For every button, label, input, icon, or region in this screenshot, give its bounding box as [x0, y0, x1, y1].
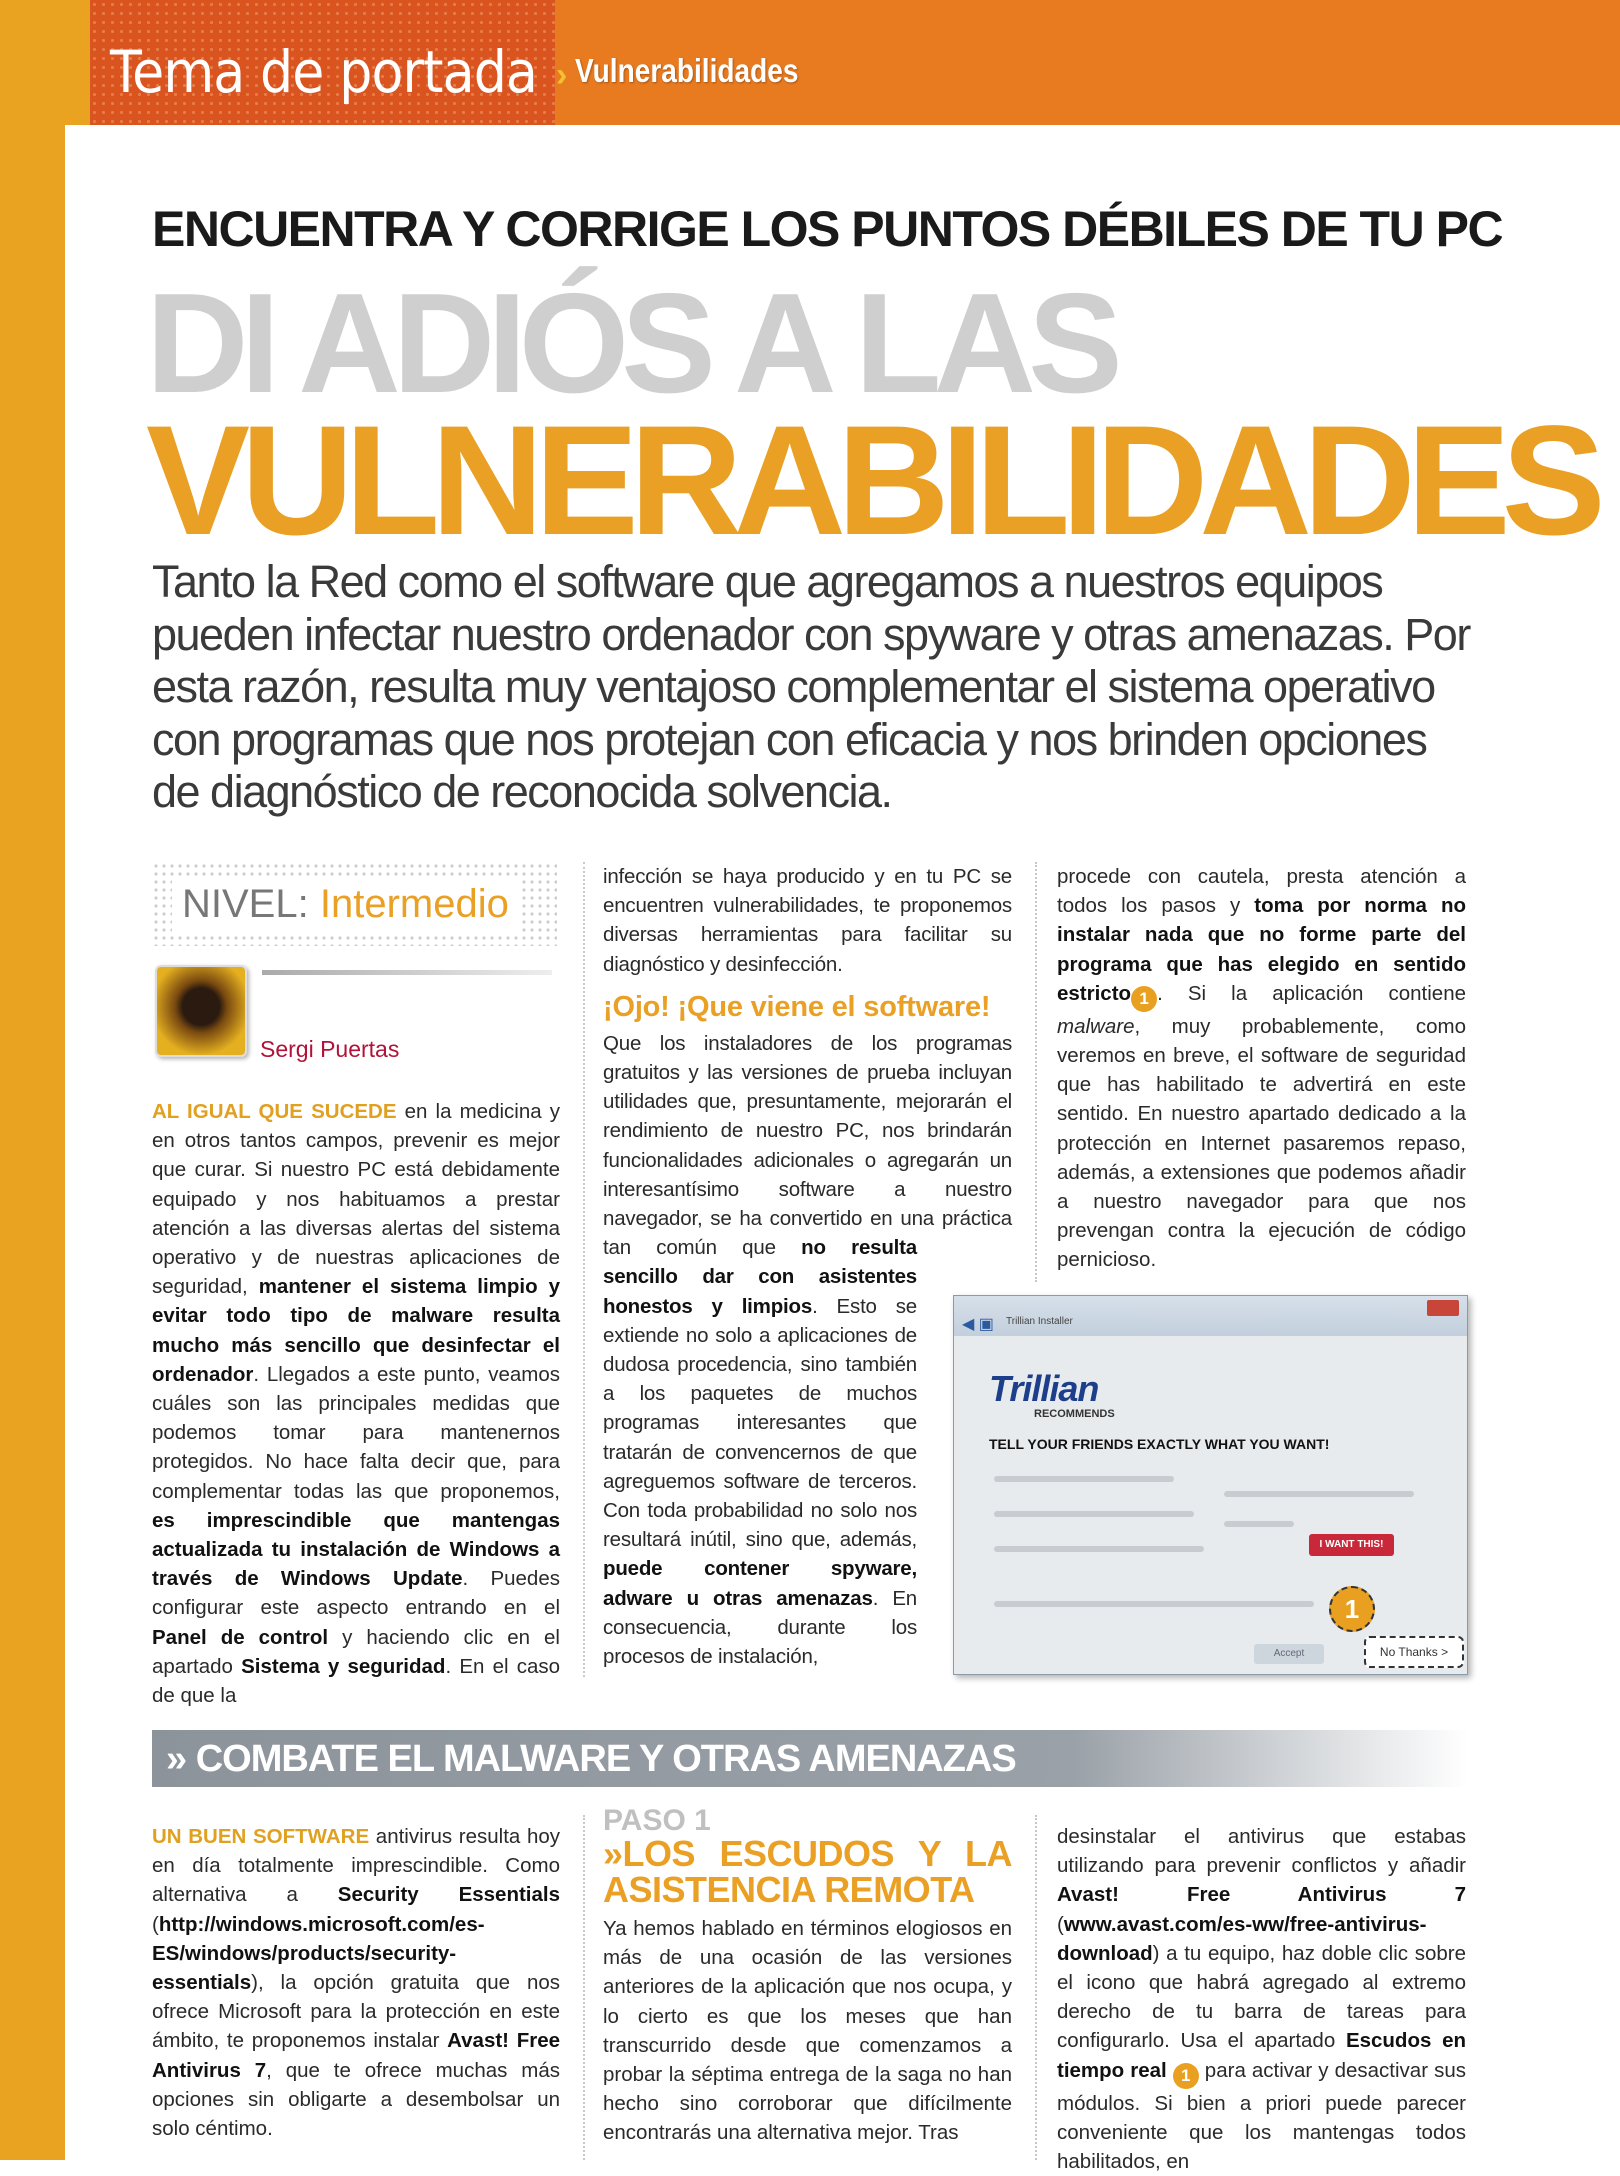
- bold-text: Avast! Free Antivirus 7: [152, 2029, 560, 2082]
- blurred-text: [1224, 1521, 1294, 1527]
- paragraph: [1057, 1822, 1466, 2176]
- paragraph: [1057, 862, 1466, 1275]
- paragraph: [152, 1097, 560, 1710]
- blurred-text: [994, 1476, 1174, 1482]
- callout-badge-icon: 1: [1131, 986, 1157, 1012]
- article-kicker: ENCUENTRA Y CORRIGE LOS PUNTOS DÉBILES DE TU PC: [152, 201, 1503, 257]
- text-run: Ya hemos hablado en términos elogiosos en más de una ocasión de las versiones anteriores de la aplicación que nos ocupa, y lo cierto es que los meses que han transcurrido desde que comenzamos a probar la séptima entrega de la saga no han hecho sino corroborar que difícilmente encontrarás una alternativa mejor. Tras: [603, 1917, 1012, 2145]
- section-banner: [152, 1730, 1468, 1787]
- author-avatar: [155, 965, 247, 1057]
- bold-text: www.avast.com/es-ww/free-antivirus-download: [1057, 1912, 1427, 1965]
- text-run: antivirus resulta hoy en día totalmente imprescindible. Como alternativa a: [152, 1825, 561, 1907]
- bold-text: puede contener spyware, adware u otras amenazas: [603, 1557, 917, 1610]
- text-run: . Puedes configurar este aspecto entrando en el: [152, 1567, 560, 1620]
- screenshot-headline: TELL YOUR FRIENDS EXACTLY WHAT YOU WANT!: [989, 1436, 1330, 1452]
- bold-text: http://windows.microsoft.com/es-ES/windows/products/security-essentials: [152, 1912, 485, 1995]
- banner-title: » COMBATE EL MALWARE Y OTRAS AMENAZAS: [166, 1738, 1016, 1780]
- text-run: . En el caso de que la: [152, 1654, 560, 1708]
- column-1: [152, 1097, 560, 1710]
- step-label: PASO 1: [603, 1804, 711, 1837]
- text-run: Que los instaladores de los programas gratuitos y las versiones de prueba incluyan utilidades que, presuntamente, mejorarán el rendimiento de nuestro PC, nos brindarán funcionalidades adicionales o agregarán un interesantísimo software a nuestro navegador, se ha convertido en una práctica tan común que: [603, 1031, 1012, 1260]
- text-run: procede con cautela, presta atención a todos los pasos y: [1057, 865, 1466, 918]
- section-header: [0, 0, 1620, 125]
- text-run: [1167, 2059, 1173, 2082]
- chevron-icon: ›: [556, 56, 568, 94]
- column-3: [1057, 862, 1466, 1275]
- text-run: para activar y desactivar sus módulos. Si bien a priori puede parecer conveniente que los mantengas todos habilitados, en: [1057, 2058, 1466, 2174]
- section2-column-1: [152, 1822, 560, 2143]
- text-run: ) a tu equipo, haz doble clic sobre el icono que habrá agregado al extremo derecho de tu barra de tareas para configurarlo. Usa el apartado: [1057, 1941, 1466, 2053]
- section-title: Tema de portada: [110, 38, 538, 106]
- text-run: UN BUEN SOFTWARE: [152, 1825, 370, 1848]
- column-divider: [1035, 862, 1037, 1282]
- article-title-line2: VULNERABILIDADES: [146, 394, 1597, 568]
- blurred-text: [994, 1601, 1314, 1607]
- article-title-line1: DI ADIÓS A LAS: [146, 264, 1115, 423]
- bold-text: toma por norma no instalar nada que no forme parte del programa que has elegido en sentido estricto: [1057, 894, 1466, 1005]
- bold-text: Escudos en tiempo real: [1057, 2029, 1466, 2082]
- text-run: . En consecuencia, durante los procesos de instalación,: [603, 1586, 918, 1669]
- subsection-title: Vulnerabilidades: [575, 52, 799, 89]
- page-edge-strip: [0, 0, 65, 2160]
- no-thanks-button[interactable]: No Thanks >: [1364, 1636, 1464, 1668]
- section2-column-3: [1057, 1822, 1466, 2176]
- text-run: , muy probablemente, como veremos en breve, el software de seguridad que has habilitado te advertirá en este sentido. En nuestro apartado dedicado a la protección en Internet pasaremos repaso, además, a extensiones que podemos añadir a nuestro navegador para que nos prevengan contra la ejecución de código pernicioso.: [1057, 1014, 1466, 1272]
- text-run: AL IGUAL QUE SUCEDE: [152, 1100, 397, 1123]
- level-box: [152, 862, 557, 946]
- window-title: Trillian Installer: [1006, 1316, 1073, 1327]
- section2-column-2: [603, 1806, 1012, 2148]
- text-run: desinstalar el antivirus que estabas utilizando para prevenir conflictos y añadir: [1057, 1825, 1466, 1878]
- header-strip: [0, 0, 90, 125]
- article-intro: Tanto la Red como el software que agregamos a nuestros equipos pueden infectar nuestro ordenador con spyware y otras amenazas. Por esta razón, resulta muy ventajoso complementar el sistema operativo con programas que nos protejan con eficacia y nos brinden opciones de diagnóstico de reconocida solvencia.: [152, 556, 1470, 817]
- accept-button[interactable]: Accept: [1254, 1644, 1324, 1664]
- close-icon: [1427, 1300, 1459, 1316]
- paragraph: [603, 1914, 1012, 2148]
- bold-text: es imprescindible que mantengas actualizada tu instalación de Windows a través de Windows Update: [152, 1508, 560, 1591]
- bold-text: Panel de control: [152, 1625, 329, 1649]
- recommends-label: RECOMMENDS: [1034, 1408, 1115, 1420]
- text-run: infección se haya producido y en tu PC se encuentren vulnerabilidades, te proponemos diversas herramientas para facilitar su diagnóstico y desinfección.: [603, 865, 1012, 976]
- bold-text: no resulta sencillo dar con asistentes honestos y limpios: [603, 1236, 917, 1318]
- blurred-text: [1224, 1491, 1414, 1497]
- text-run: . Esto se extiende no solo a aplicaciones de dudosa procedencia, sino también a los paquetes de muchos programas interesantes que tratarán de convencernos de que agreguemos software de terceros. Con toda probabilidad no solo nos resultará inútil, sino que, además,: [603, 1294, 917, 1552]
- callout-badge-icon: 1: [1173, 2063, 1199, 2089]
- text-run: . Si la aplicación contiene: [1157, 981, 1466, 1005]
- text-run: malware: [1057, 1014, 1135, 1038]
- window-titlebar: [954, 1296, 1467, 1336]
- column-2: [603, 862, 1012, 1732]
- author-divider: [262, 970, 552, 975]
- column-divider: [583, 862, 585, 1677]
- step-title: »LOS ESCUDOS Y LA ASISTENCIA REMOTA: [603, 1833, 1012, 1910]
- bold-text: Sistema y seguridad: [241, 1654, 446, 1678]
- blurred-text: [994, 1511, 1194, 1517]
- back-arrow-icon: ◀ ▣: [962, 1316, 994, 1333]
- author-name: Sergi Puertas: [260, 1036, 400, 1062]
- blurred-text: [994, 1546, 1204, 1552]
- text-run: en la medicina y en otros tantos campos, prevenir es mejor que curar. Si nuestro PC está debidamente equipado y nos habituamos a prestar atención a las diversas alertas del sistema operativo y de nuestras aplicaciones de seguridad,: [152, 1100, 560, 1299]
- bold-text: mantener el sistema limpio y evitar todo tipo de malware resulta mucho más sencillo que desinfectar el ordenador: [152, 1275, 560, 1386]
- column-divider: [1035, 1815, 1037, 2160]
- text-run: y haciendo clic en el apartado: [152, 1625, 560, 1678]
- level-label: NIVEL:: [182, 882, 309, 926]
- text-run: . Llegados a este punto, veamos cuáles son las principales medidas que podemos tomar para mantenernos protegidos. No hace falta decir que, para complementar todas las que proponemos,: [152, 1362, 560, 1503]
- bold-text: Security Essentials: [337, 1883, 560, 1907]
- level-value: Intermedio: [319, 882, 509, 926]
- text-run: , que te ofrece muchas más opciones sin obligarte a desembolsar un solo céntimo.: [152, 2058, 560, 2141]
- column-divider: [583, 1815, 585, 2160]
- callout-badge: 1: [1329, 1586, 1375, 1632]
- i-want-this-button[interactable]: I WANT THIS!: [1309, 1534, 1394, 1556]
- text-run: (: [1057, 1912, 1064, 1936]
- installer-screenshot: [953, 1295, 1468, 1675]
- text-run: ), la opción gratuita que nos ofrece Microsoft para la protección en este ámbito, te proponemos instalar: [152, 1971, 560, 2053]
- text-run: (: [152, 1912, 159, 1936]
- subheading: ¡Ojo! ¡Que viene el software!: [603, 990, 991, 1023]
- paragraph: [603, 862, 1012, 979]
- bold-text: Avast! Free Antivirus 7: [1057, 1883, 1466, 1907]
- trillian-logo: Trillian: [989, 1368, 1099, 1409]
- paragraph: [152, 1822, 560, 2143]
